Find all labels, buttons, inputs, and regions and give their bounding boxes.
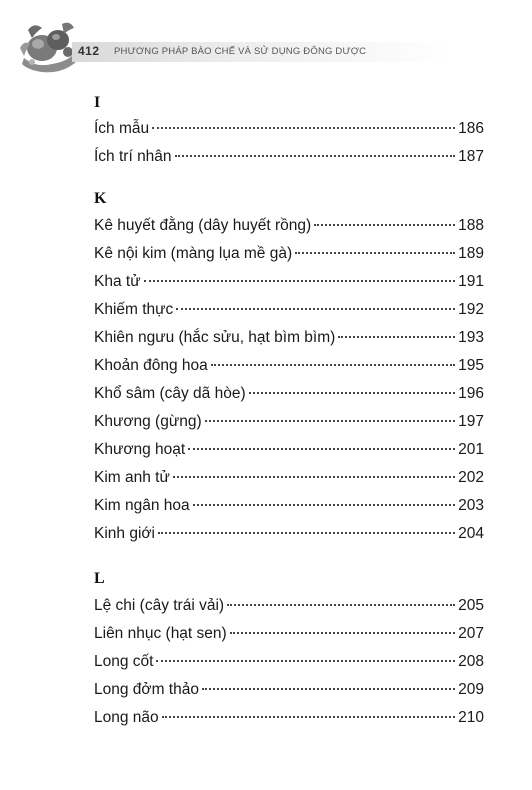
- entry-page: 204: [458, 525, 484, 542]
- herbs-vegetables-icon: [18, 18, 78, 76]
- entry-page: 188: [458, 217, 484, 234]
- dot-leader: [227, 604, 455, 606]
- entry-term: Kim ngân hoa: [94, 497, 190, 514]
- entry-term: Khiên ngưu (hắc sửu, hạt bìm bìm): [94, 329, 336, 346]
- index-entry: [94, 299, 484, 321]
- entry-term: Ích mẫu: [94, 120, 150, 137]
- index-entry: [94, 327, 484, 349]
- index-entry: [94, 623, 484, 645]
- entry-term: Lệ chi (cây trái vải): [94, 597, 225, 614]
- dot-leader: [202, 688, 455, 690]
- index-entry: [94, 707, 484, 729]
- entry-term: Long não: [94, 709, 159, 726]
- entry-page: 207: [458, 625, 484, 642]
- dot-leader: [211, 364, 455, 366]
- entry-page: 192: [458, 301, 484, 318]
- entry-page: 193: [458, 329, 484, 346]
- dot-leader: [338, 336, 455, 338]
- entry-page: 202: [458, 469, 484, 486]
- entry-term: Ích trí nhân: [94, 148, 172, 165]
- entry-term: Liên nhục (hạt sen): [94, 625, 227, 642]
- index-entry: [94, 523, 484, 545]
- entry-term: Khổ sâm (cây dã hòe): [94, 385, 246, 402]
- entry-page: 208: [458, 653, 484, 670]
- dot-leader: [156, 660, 455, 662]
- dot-leader: [144, 280, 456, 282]
- dot-leader: [188, 448, 455, 450]
- entry-page: 201: [458, 441, 484, 458]
- dot-leader: [230, 632, 455, 634]
- entry-term: Kê huyết đằng (dây huyết rồng): [94, 217, 312, 234]
- index-entry: [94, 355, 484, 377]
- index-entry: [94, 495, 484, 517]
- entry-page: 187: [458, 148, 484, 165]
- dot-leader: [175, 155, 456, 157]
- dot-leader: [249, 392, 455, 394]
- page-number: 412: [78, 44, 100, 58]
- entry-page: 186: [458, 120, 484, 137]
- entry-page: 203: [458, 497, 484, 514]
- section-letter-i: I: [94, 94, 101, 111]
- entry-page: 195: [458, 357, 484, 374]
- entry-term: Long cốt: [94, 653, 154, 670]
- entry-term: Kha tử: [94, 273, 141, 290]
- index-entry: [94, 439, 484, 461]
- entry-term: Long đởm thảo: [94, 681, 199, 698]
- running-title: PHƯƠNG PHÁP BÀO CHẾ VÀ SỬ DỤNG ĐÔNG DƯỢC: [114, 46, 367, 57]
- entry-term: Khiếm thực: [94, 301, 174, 318]
- dot-leader: [158, 532, 455, 534]
- entry-page: 205: [458, 597, 484, 614]
- page-header: [0, 0, 532, 80]
- entry-term: Khương hoạt: [94, 441, 186, 458]
- entry-page: 196: [458, 385, 484, 402]
- index-entry: [94, 679, 484, 701]
- index-entry: [94, 215, 484, 237]
- entry-term: Kim anh tử: [94, 469, 170, 486]
- entry-page: 197: [458, 413, 484, 430]
- entry-term: Kê nội kim (màng lụa mề gà): [94, 245, 293, 262]
- entry-page: 189: [458, 245, 484, 262]
- dot-leader: [314, 224, 455, 226]
- index-entry: [94, 411, 484, 433]
- dot-leader: [162, 716, 455, 718]
- section-letter-l: L: [94, 570, 105, 587]
- dot-leader: [173, 476, 455, 478]
- index-entry: [94, 595, 484, 617]
- index-entry: [94, 146, 484, 168]
- dot-leader: [193, 504, 455, 506]
- index-entry: [94, 271, 484, 293]
- dot-leader: [176, 308, 455, 310]
- entry-term: Kinh giới: [94, 525, 156, 542]
- section-letter-k: K: [94, 190, 107, 207]
- index-entry: [94, 651, 484, 673]
- dot-leader: [205, 420, 456, 422]
- dot-leader: [152, 127, 455, 129]
- index-entry: [94, 118, 484, 140]
- index-entry: [94, 467, 484, 489]
- entry-page: 210: [458, 709, 484, 726]
- entry-page: 209: [458, 681, 484, 698]
- index-entry: [94, 243, 484, 265]
- index-entry: [94, 383, 484, 405]
- dot-leader: [295, 252, 455, 254]
- entry-page: 191: [458, 273, 484, 290]
- entry-term: Khương (gừng): [94, 413, 202, 430]
- entry-term: Khoản đông hoa: [94, 357, 208, 374]
